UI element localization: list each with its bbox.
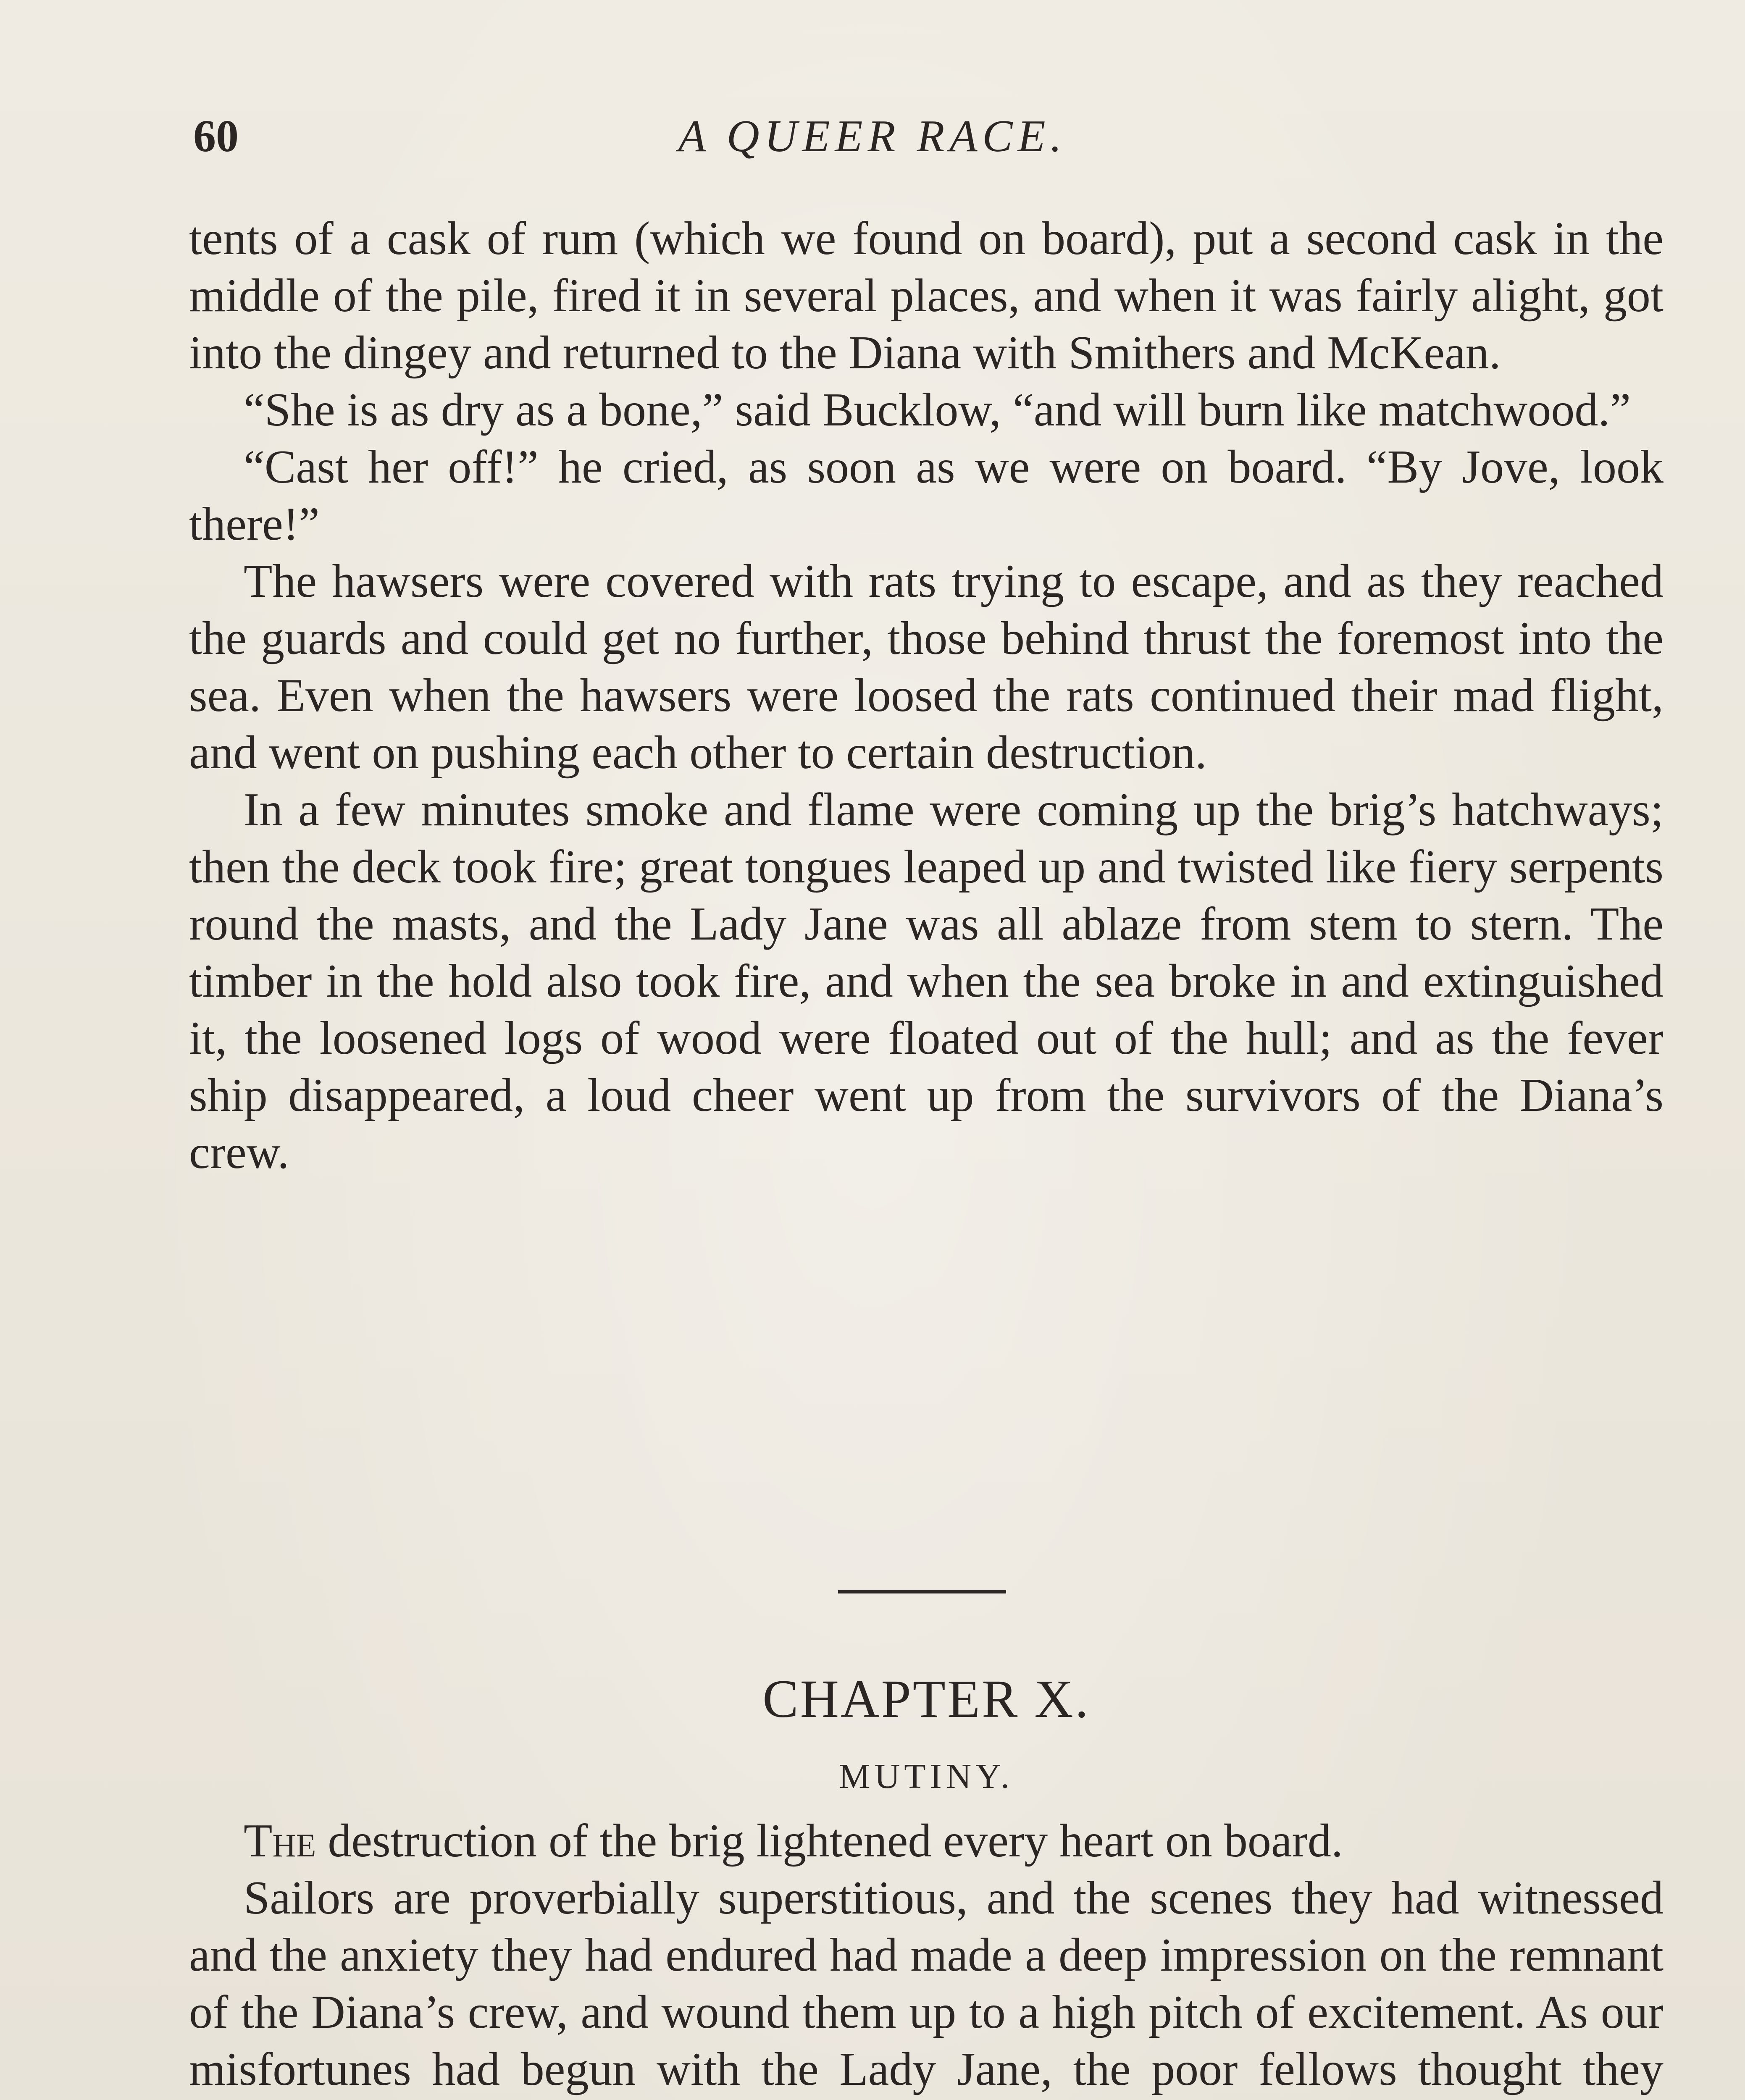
chapter-heading: CHAPTER X. xyxy=(762,1669,1090,1729)
paragraph: tents of a cask of rum (which we found on board), put a second cask in the middle of the pile, fired it in several places, and when it was fairly alight, got into the dingey and returned to the Diana with Smithers and McKean. xyxy=(189,213,1664,379)
paragraph: “Cast her off!” he cried, as soon as we were on board. “By Jove, look there!” xyxy=(189,441,1664,550)
paragraph: The hawsers were covered with rats trying to escape, and as they reached the guards and could get no further, those behind thrust the foremost into the sea. Even when the hawsers were loosed the rats continued their mad flight, and went on pushing each other to certain destruction. xyxy=(189,555,1664,779)
paragraph: “She is as dry as a bone,” said Bucklow, “and will burn like matchwood.” xyxy=(244,384,1631,436)
running-head xyxy=(193,107,1552,166)
chapter-opening-paragraph xyxy=(189,1812,1664,1869)
paragraph: Sailors are proverbially superstitious, and the scenes they had witnessed and the anxiety they had endured had made a deep impression on the remnant of the Diana’s crew, and wound them up to a high pitch of excitement. As our misfortunes had begun with the Lady Jane, the poor fellows thought they xyxy=(189,1872,1664,2095)
book-title: A QUEER RACE. xyxy=(678,111,1067,161)
drop-lead-word: The xyxy=(244,1815,316,1867)
page-number: 60 xyxy=(193,111,239,161)
section-divider-rule xyxy=(838,1590,1006,1593)
paragraph: In a few minutes smoke and flame were coming up the brig’s hatchways; then the deck took fire; great tongues leaped up and twisted like fiery serpents round the masts, and the Lady Jane was all ablaze from stem to stern. The timber in the hold also took fire, and when the sea broke in and extinguished it, the loosened logs of wood were floated out of the hull; and as the fever ship disappeared, a loud cheer went up from the survivors of the Diana’s crew. xyxy=(189,784,1664,1179)
text-block-top xyxy=(189,210,1664,1181)
opening-text: destruction of the brig lightened every heart on board. xyxy=(316,1815,1343,1867)
text-block-bottom xyxy=(189,1812,1664,2100)
chapter-subtitle: MUTINY. xyxy=(838,1757,1014,1796)
